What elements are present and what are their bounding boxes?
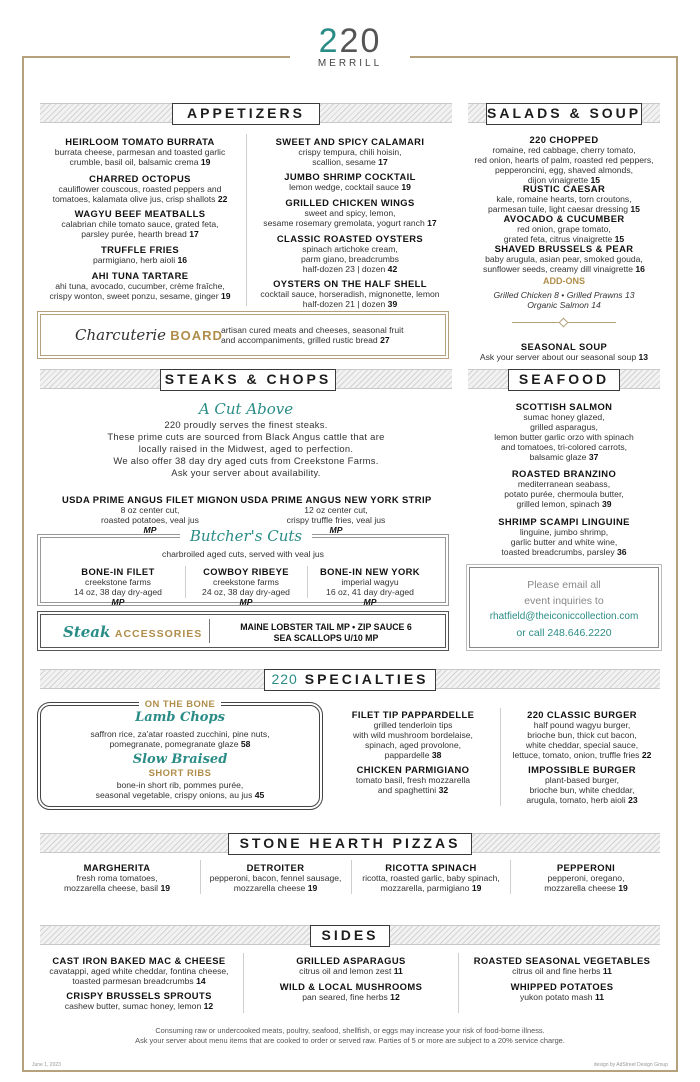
butchers-cuts-title: Butcher's Cuts: [180, 527, 312, 545]
charcuterie-desc: artisan cured meats and cheeses, seasonal fruit and accompaniments, grilled rustic bread 27: [221, 325, 404, 345]
charcuterie-word: BOARD: [170, 328, 223, 343]
events-box: [469, 567, 659, 648]
menu-item: SEASONAL SOUP Ask your server about our seasonal soup 13: [479, 341, 649, 362]
menu-item: 220 CLASSIC BURGER half pound wagyu burger, brioche bun, thick cut bacon, white cheddar, special sauce, lettuce, tomato, onion, truffle fries 22: [512, 709, 652, 760]
logo: [0, 24, 700, 69]
charcuterie-script: Charcuterie: [75, 326, 167, 344]
addons-list: Grilled Chicken 8 • Grilled Prawns 13 Organic Salmon 14: [493, 290, 635, 310]
events-text: Please email all: [527, 579, 601, 591]
menu-item: SWEET AND SPICY CALAMARI crispy tempura, chili hoisin, scallion, sesame 17: [275, 136, 425, 167]
seafood-band: [468, 369, 660, 389]
menu-item: BONE-IN NEW YORK imperial wagyu 16 oz, 41 day dry-aged MP: [320, 566, 420, 607]
sides-title: SIDES: [310, 925, 390, 947]
menu-item: IMPOSSIBLE BURGER plant-based burger, brioche bun, white cheddar, arugula, tomato, herb aioli 23: [526, 764, 638, 805]
menu-item: USDA PRIME ANGUS NEW YORK STRIP 12 oz center cut, crispy truffle fries, veal jus MP: [240, 494, 432, 535]
menu-item: saffron rice, za'atar roasted zucchini, pine nuts, pomegranate, pomegranate glaze 58: [90, 729, 270, 749]
menu-item: DETROITER pepperoni, bacon, fennel sausage, mozzarella cheese 19: [209, 862, 342, 893]
slow-braised-title: Slow Braised: [132, 752, 228, 767]
menu-item: RUSTIC CAESAR kale, romaine hearts, torn croutons, parmesan tuile, light caesar dressing 15: [488, 183, 640, 214]
specialties-title: 220 SPECIALTIES: [264, 669, 436, 691]
menu-item: 220 CHOPPED romaine, red cabbage, cherry tomato, red onion, hearts of palm, roasted red peppers, pepperoncini, egg, shaved almonds, dijon vinaigrette 15: [474, 134, 654, 185]
pizzas-title: STONE HEARTH PIZZAS: [228, 833, 472, 855]
salads-band: [468, 103, 660, 123]
menu-item: WAGYU BEEF MEATBALLS calabrian chile tomato sauce, grated feta, parsley purée, hearth bread 17: [61, 208, 219, 239]
menu-item: TRUFFLE FRIES parmigiano, herb aioli 16: [92, 244, 188, 265]
menu-item: HEIRLOOM TOMATO BURRATA burrata cheese, parmesan and toasted garlic crumble, basil oil, balsamic crema 19: [54, 136, 226, 167]
menu-item: BONE-IN FILET creekstone farms 14 oz, 38 day dry-aged MP: [74, 566, 162, 607]
menu-item: FILET TIP PAPPARDELLE grilled tenderloin tips with wild mushroom bordelaise, spinach, aged provolone, pappardelle 38: [351, 709, 475, 760]
menu-item: MARGHERITA fresh roma tomatoes, mozzarella cheese, basil 19: [63, 862, 171, 893]
footer-date: June 1, 2023: [32, 1062, 61, 1068]
menu-item: JUMBO SHRIMP COCKTAIL lemon wedge, cocktail sauce 19: [284, 171, 416, 192]
pizzas-band: [40, 833, 660, 853]
steaks-title: STEAKS & CHOPS: [160, 369, 336, 391]
menu-item: RICOTTA SPINACH ricotta, roasted garlic, baby spinach, mozzarella, parmigiano 19: [362, 862, 500, 893]
menu-item: GRILLED ASPARAGUS citrus oil and lemon zest 11: [296, 955, 406, 976]
menu-item: CHARRED OCTOPUS cauliflower couscous, roasted peppers and tomatoes, kalamata olive jus, crisp shallots 22: [52, 173, 228, 204]
lamb-chops-title: Lamb Chops: [135, 710, 225, 725]
short-ribs-label: SHORT RIBS: [148, 767, 212, 778]
menu-item: OYSTERS ON THE HALF SHELL cocktail sauce, horseradish, mignonette, lemon half-dozen 21 | dozen 39: [260, 278, 440, 309]
menu-item: AHI TUNA TARTARE ahi tuna, avocado, cucumber, crème fraîche, crispy wonton, sweet ponzu, sesame, ginger 19: [49, 270, 231, 301]
charcuterie-box: [40, 314, 446, 356]
menu-item: ROASTED BRANZINO mediterranean seabass, potato purée, chermoula butter, grilled lemon, spinach 39: [504, 468, 624, 509]
menu-item: COWBOY RIBEYE creekstone farms 24 oz, 38 day dry-aged MP: [202, 566, 290, 607]
menu-item: SHRIMP SCAMPI LINGUINE linguine, jumbo shrimp, garlic butter and white wine, toasted breadcrumbs, parsley 36: [498, 516, 630, 557]
steak-accessories-list: MAINE LOBSTER TAIL MP • ZIP SAUCE 6 SEA SCALLOPS U/10 MP: [240, 622, 412, 643]
appetizers-title: APPETIZERS: [172, 103, 320, 125]
steak-accessories-script: Steak: [63, 623, 111, 641]
butchers-cuts-subtitle: charbroiled aged cuts, served with veal jus: [162, 549, 324, 559]
menu-item: bone-in short rib, pommes purée, seasonal vegetable, crispy onions, au jus 45: [95, 780, 265, 800]
salads-title: SALADS & SOUP: [486, 103, 642, 125]
events-phone[interactable]: or call 248.646.2220: [516, 627, 612, 639]
steaks-intro: 220 proudly serves the finest steaks. These prime cuts are sourced from Black Angus cattle that are locally raised in the Midwest, aged to perfection. We also offer 38 day dry aged cuts from Creekstone Farms. Ask your server about availability.: [107, 419, 385, 478]
cut-above-title: A Cut Above: [198, 400, 294, 418]
menu-item: CAST IRON BAKED MAC & CHEESE cavatappi, aged white cheddar, fontina cheese, toasted parmesan breadcrumbs 14: [49, 955, 229, 986]
menu-item: AVOCADO & CUCUMBER red onion, grape tomato, grated feta, citrus vinaigrette 15: [503, 213, 625, 244]
footer-note: Consuming raw or undercooked meats, poultry, seafood, shellfish, or eggs may increase your risk of food-borne illness. Ask your server about menu items that are cooked to order or served raw. Parties of 5 or more are subject to a 20% service charge.: [135, 1026, 565, 1045]
menu-item: CLASSIC ROASTED OYSTERS spinach artichoke cream, parm giano, breadcrumbs half-dozen 23 | dozen 42: [276, 233, 424, 274]
menu-item: CRISPY BRUSSELS SPROUTS cashew butter, sumac honey, lemon 12: [64, 990, 214, 1011]
seafood-title: SEAFOOD: [508, 369, 620, 391]
addons-title: ADD-ONS: [543, 276, 585, 286]
on-the-bone-label: ON THE BONE: [40, 699, 320, 709]
steaks-band: [40, 369, 452, 389]
menu-item: CHICKEN PARMIGIANO tomato basil, fresh mozzarella and spaghettini 32: [355, 764, 471, 795]
logo-number: 220: [318, 22, 382, 60]
steak-accessories-box: [40, 614, 446, 648]
menu-item: USDA PRIME ANGUS FILET MIGNON 8 oz center cut, roasted potatoes, veal jus MP: [61, 494, 238, 535]
menu-item: SHAVED BRUSSELS & PEAR baby arugula, asian pear, smoked gouda, sunflower seeds, creamy dill vinaigrette 16: [483, 243, 645, 274]
menu-item: WHIPPED POTATOES yukon potato mash 11: [510, 981, 614, 1002]
menu-item: ROASTED SEASONAL VEGETABLES citrus oil and fine herbs 11: [473, 955, 651, 976]
logo-name: MERRILL: [317, 58, 383, 69]
steak-accessories-word: ACCESSORIES: [114, 628, 203, 640]
specialties-band: [40, 669, 660, 689]
footer-credit: design by AdStreet Design Group: [593, 1062, 668, 1068]
appetizers-band: [40, 103, 452, 123]
events-email-link[interactable]: rhatfield@theiconiccollection.com: [489, 611, 639, 622]
menu-item: WILD & LOCAL MUSHROOMS pan seared, fine herbs 12: [279, 981, 423, 1002]
menu-item: PEPPERONI pepperoni, oregano, mozzarella cheese 19: [544, 862, 628, 893]
menu-item: SCOTTISH SALMON sumac honey glazed, grilled asparagus, lemon butter garlic orzo with spinach and tomatoes, tri-colored carrots, balsamic glaze 37: [494, 401, 634, 462]
events-text: event inquiries to: [524, 595, 604, 607]
menu-item: GRILLED CHICKEN WINGS sweet and spicy, lemon, sesame rosemary gremolata, yogurt ranch 17: [263, 197, 437, 228]
sides-band: [40, 925, 660, 945]
